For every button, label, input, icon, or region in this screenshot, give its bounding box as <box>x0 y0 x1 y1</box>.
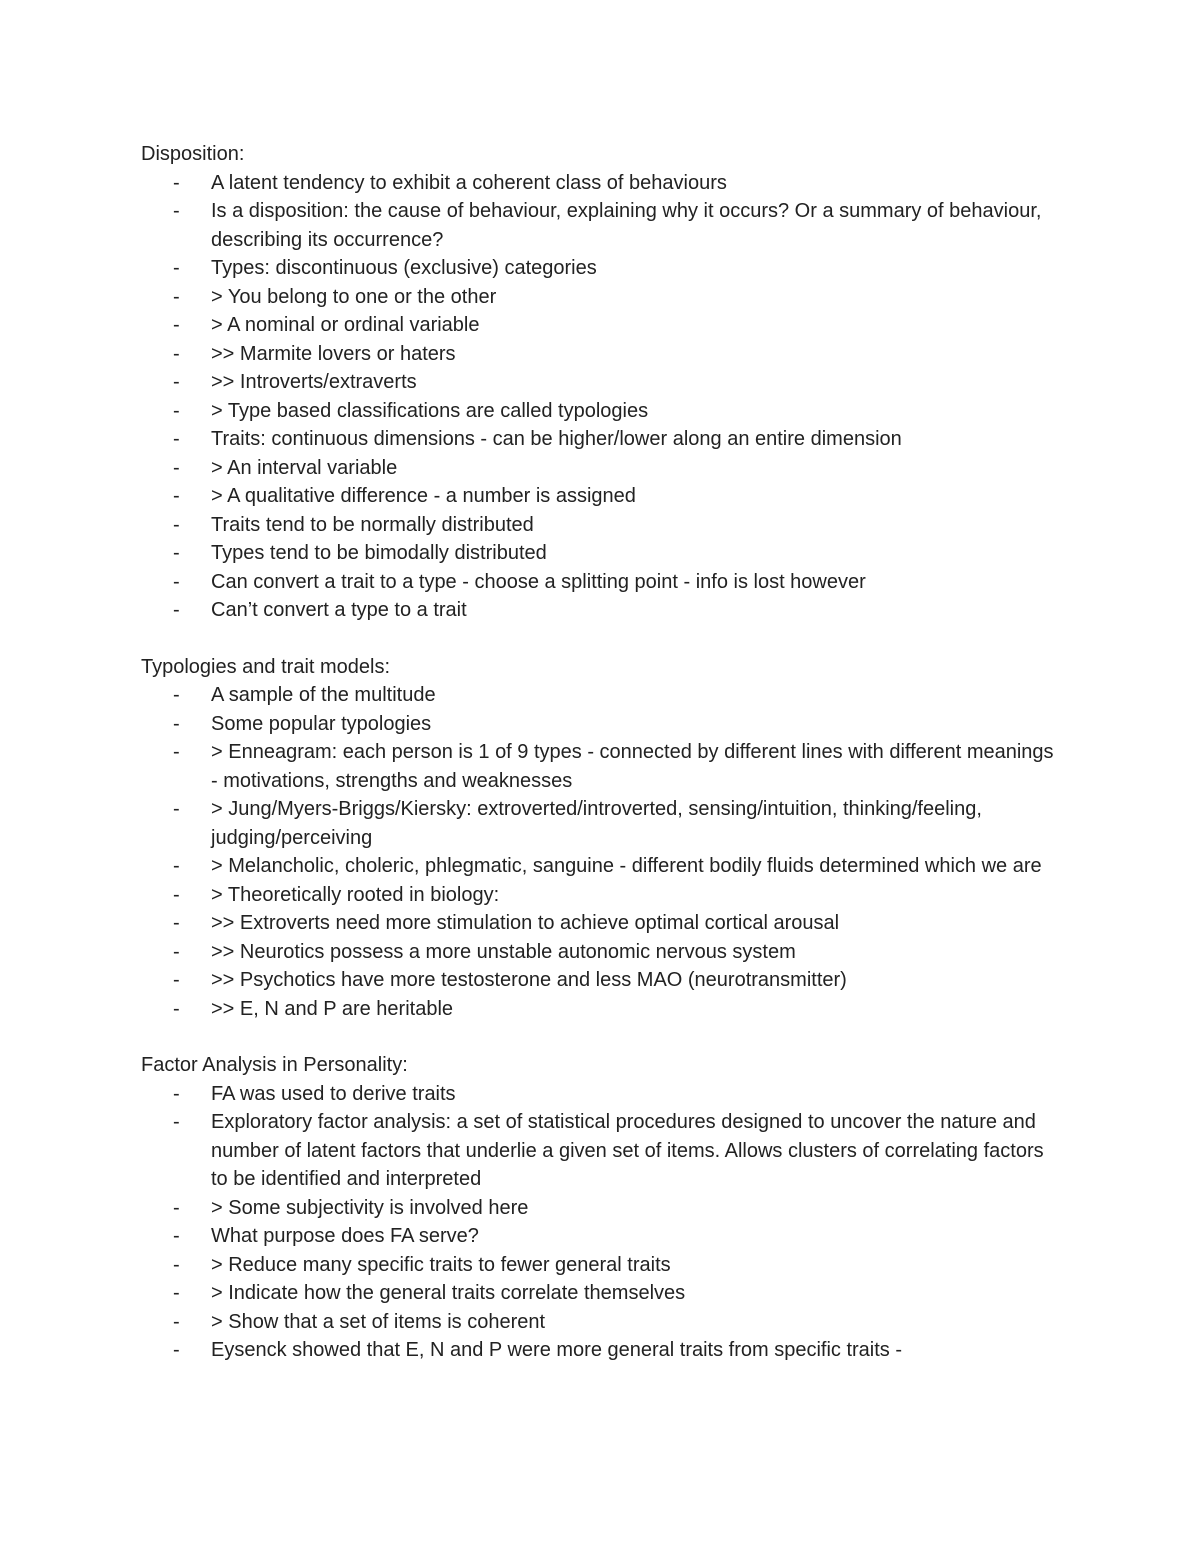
list-item <box>141 311 1061 340</box>
list-item-text: >> E, N and P are heritable <box>211 997 454 1020</box>
list-item-text: > Some subjectivity is involved here <box>211 1196 529 1219</box>
list-item-text: Exploratory factor analysis: a set of statistical procedures designed to uncover the nature and number of latent factors that underlie a given set of items. Allows clusters of correlating factors to be identified and interpreted <box>211 1111 1044 1190</box>
list-item-text: Types: discontinuous (exclusive) categories <box>211 257 597 279</box>
list-item <box>141 596 1061 625</box>
list-item-text: > A qualitative difference - a number is assigned <box>211 485 636 507</box>
bullet-dash: - <box>173 399 180 422</box>
list-item-text: Some popular typologies <box>211 712 432 735</box>
list-item <box>141 511 1061 540</box>
bullet-dash: - <box>173 912 180 934</box>
list-item-text: Can’t convert a type to a trait <box>211 599 467 621</box>
list-item-text: >> Neurotics possess a more unstable autonomic nervous system <box>211 940 796 963</box>
bullet-dash: - <box>173 342 180 365</box>
list-item <box>141 1108 1061 1194</box>
bullet-dash: - <box>173 371 180 393</box>
bullet-dash: - <box>173 171 180 194</box>
bullet-dash: - <box>173 456 180 479</box>
bullet-dash: - <box>173 883 180 906</box>
list-item <box>141 254 1061 283</box>
list-item-text: >> Extroverts need more stimulation to achieve optimal cortical arousal <box>211 912 840 934</box>
list-item <box>141 454 1061 483</box>
list-item <box>141 568 1061 597</box>
bullet-dash: - <box>173 712 180 735</box>
bullet-dash: - <box>173 599 180 621</box>
list-item <box>141 938 1061 967</box>
list-item-text: Is a disposition: the cause of behaviour, explaining why it occurs? Or a summary of behaviour, describing its occurrence? <box>211 200 1042 251</box>
bullet-dash: - <box>173 1339 180 1361</box>
list-item-text: > You belong to one or the other <box>211 285 497 308</box>
bullet-dash: - <box>173 1196 180 1219</box>
list-item <box>141 710 1061 739</box>
list-item <box>141 340 1061 369</box>
list-item <box>141 368 1061 397</box>
list-item <box>141 425 1061 454</box>
list-item <box>141 1080 1061 1109</box>
list-item <box>141 909 1061 938</box>
bullet-dash: - <box>173 485 180 507</box>
list-item-text: A latent tendency to exhibit a coherent class of behaviours <box>211 171 727 194</box>
list-item <box>141 397 1061 426</box>
list-item-text: > Reduce many specific traits to fewer general traits <box>211 1253 671 1276</box>
list-item-text: >> Psychotics have more testosterone and less MAO (neurotransmitter) <box>211 969 847 991</box>
list-item-text: > Jung/Myers-Briggs/Kiersky: extroverted/introverted, sensing/intuition, thinking/feeling, judging/perceiving <box>211 798 982 849</box>
list-item-text: > Theoretically rooted in biology: <box>211 883 500 906</box>
bullet-list <box>141 169 1061 625</box>
bullet-dash: - <box>173 969 180 991</box>
bullet-dash: - <box>173 1111 180 1133</box>
list-item <box>141 1279 1061 1308</box>
bullet-dash: - <box>173 1082 180 1105</box>
list-item <box>141 1251 1061 1280</box>
bullet-dash: - <box>173 314 180 336</box>
bullet-dash: - <box>173 257 180 279</box>
bullet-dash: - <box>173 997 180 1020</box>
bullet-dash: - <box>173 1225 180 1247</box>
list-item-text: What purpose does FA serve? <box>211 1225 479 1247</box>
section-heading: Typologies and trait models: <box>141 655 391 678</box>
section-heading: Disposition: <box>141 143 245 165</box>
bullet-dash: - <box>173 741 180 763</box>
bullet-dash: - <box>173 513 180 536</box>
bullet-dash: - <box>173 570 180 593</box>
list-item <box>141 1336 1061 1365</box>
bullet-list <box>141 1080 1061 1365</box>
list-item-text: > Melancholic, choleric, phlegmatic, sanguine - different bodily fluids determined which we are <box>211 855 1042 877</box>
bullet-dash: - <box>173 798 180 820</box>
list-item <box>141 881 1061 910</box>
list-item <box>141 283 1061 312</box>
bullet-dash: - <box>173 1310 180 1333</box>
bullet-dash: - <box>173 428 180 450</box>
list-item <box>141 966 1061 995</box>
list-item-text: Can convert a trait to a type - choose a splitting point - info is lost however <box>211 570 866 593</box>
list-item <box>141 795 1061 852</box>
bullet-list <box>141 681 1061 1023</box>
list-item-text: > Enneagram: each person is 1 of 9 types - connected by different lines with different meanings - motivations, strengths and weaknesses <box>211 741 1054 792</box>
list-item <box>141 169 1061 198</box>
list-item-text: > Indicate how the general traits correlate themselves <box>211 1282 686 1304</box>
list-item-text: > A nominal or ordinal variable <box>211 314 480 336</box>
list-item <box>141 1222 1061 1251</box>
bullet-dash: - <box>173 200 180 222</box>
list-item-text: > An interval variable <box>211 456 398 479</box>
list-item <box>141 1308 1061 1337</box>
list-item <box>141 482 1061 511</box>
list-item-text: Types tend to be bimodally distributed <box>211 542 547 564</box>
list-item-text: Traits tend to be normally distributed <box>211 513 534 536</box>
list-item <box>141 197 1061 254</box>
list-item-text: > Type based classifications are called typologies <box>211 399 649 422</box>
list-item <box>141 738 1061 795</box>
bullet-dash: - <box>173 285 180 308</box>
bullet-dash: - <box>173 855 180 877</box>
bullet-dash: - <box>173 940 180 963</box>
document-body <box>141 140 1061 1365</box>
list-item-text: >> Marmite lovers or haters <box>211 342 456 365</box>
list-item-text: FA was used to derive traits <box>211 1082 456 1105</box>
list-item-text: > Show that a set of items is coherent <box>211 1310 546 1333</box>
list-item-text: A sample of the multitude <box>211 684 436 706</box>
notes-section <box>141 140 1061 625</box>
list-item <box>141 852 1061 881</box>
notes-section <box>141 1051 1061 1365</box>
section-heading: Factor Analysis in Personality: <box>141 1054 408 1076</box>
list-item <box>141 681 1061 710</box>
list-item-text: >> Introverts/extraverts <box>211 371 417 393</box>
list-item <box>141 995 1061 1024</box>
bullet-dash: - <box>173 542 180 564</box>
bullet-dash: - <box>173 684 180 706</box>
list-item-text: Traits: continuous dimensions - can be higher/lower along an entire dimension <box>211 428 902 450</box>
list-item <box>141 539 1061 568</box>
bullet-dash: - <box>173 1253 180 1276</box>
notes-section <box>141 653 1061 1024</box>
list-item <box>141 1194 1061 1223</box>
list-item-text: Eysenck showed that E, N and P were more general traits from specific traits - <box>211 1339 903 1361</box>
bullet-dash: - <box>173 1282 180 1304</box>
